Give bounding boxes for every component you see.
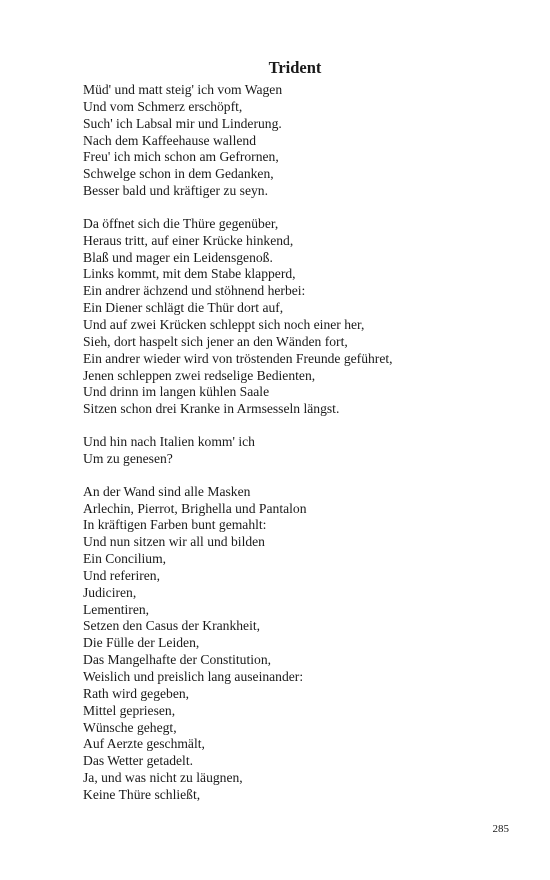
stanza: [83, 484, 523, 804]
poem-line: Judiciren,: [83, 584, 137, 600]
poem-line: Auf Aerzte geschmält,: [83, 736, 205, 752]
poem-line: Ein Diener schlägt die Thür dort auf,: [83, 300, 284, 316]
poem-line: An der Wand sind alle Masken: [83, 483, 251, 499]
poem-line: Und auf zwei Krücken schleppt sich noch einer her,: [83, 316, 365, 332]
poem-line: Die Fülle der Leiden,: [83, 635, 200, 651]
poem-line: Links kommt, mit dem Stabe klapperd,: [83, 266, 296, 282]
poem-line: Jenen schleppen zwei redselige Bedienten,: [83, 367, 316, 383]
poem-line: Schwelge schon in dem Gedanken,: [83, 166, 274, 182]
poem-line: Freu' ich mich schon am Gefrornen,: [83, 149, 279, 165]
poem-line: Da öffnet sich die Thüre gegenüber,: [83, 215, 279, 231]
stanza: [83, 434, 523, 468]
poem-line: Nach dem Kaffeehause wallend: [83, 132, 256, 148]
stanza: [83, 82, 523, 200]
poem-line: Und referiren,: [83, 567, 160, 583]
poem-line: Ein andrer wieder wird von tröstenden Freunde geführet,: [83, 350, 393, 366]
poem-line: Wünsche gehegt,: [83, 719, 177, 735]
page-title: Trident: [268, 58, 322, 77]
stanza: [83, 216, 523, 418]
poem-body: [83, 82, 523, 820]
poem-line: Müd' und matt steig' ich vom Wagen: [83, 82, 283, 97]
poem-line: Mittel gepriesen,: [83, 702, 176, 718]
poem-line: Blaß und mager ein Leidensgenoß.: [83, 249, 273, 265]
poem-line: Das Wetter getadelt.: [83, 753, 194, 769]
poem-line: Setzen den Casus der Krankheit,: [83, 618, 261, 634]
poem-line: Weislich und preislich lang auseinander:: [83, 669, 304, 684]
poem-line: Sitzen schon drei Kranke in Armsesseln längst.: [83, 401, 340, 417]
page-number: 285: [492, 823, 509, 835]
poem-line: Heraus tritt, auf einer Krücke hinkend,: [83, 232, 294, 248]
poem-line: Das Mangelhafte der Constitution,: [83, 652, 272, 668]
poem-line: Und vom Schmerz erschöpft,: [83, 98, 243, 114]
poem-line: Such' ich Labsal mir und Linderung.: [83, 115, 282, 131]
poem-line: Rath wird gegeben,: [83, 685, 190, 701]
poem-line: Und nun sitzen wir all und bilden: [83, 534, 265, 550]
poem-line: Arlechin, Pierrot, Brighella und Pantalon: [83, 500, 307, 516]
poem-line: Ein andrer ächzend und stöhnend herbei:: [83, 283, 306, 299]
poem-line: Lementiren,: [83, 601, 150, 617]
poem-line: Und hin nach Italien komm' ich: [83, 434, 255, 450]
poem-line: Ein Concilium,: [83, 551, 167, 567]
poem-line: Um zu genesen?: [83, 450, 173, 466]
poem-line: Ja, und was nicht zu läugnen,: [83, 770, 243, 786]
poem-line: Sieh, dort haspelt sich jener an den Wänden fort,: [83, 333, 348, 349]
poem-line: In kräftigen Farben bunt gemahlt:: [83, 517, 267, 533]
poem-line: Besser bald und kräftiger zu seyn.: [83, 183, 268, 199]
poem-line: Keine Thüre schließt,: [83, 786, 201, 802]
poem-line: Und drinn im langen kühlen Saale: [83, 384, 270, 400]
